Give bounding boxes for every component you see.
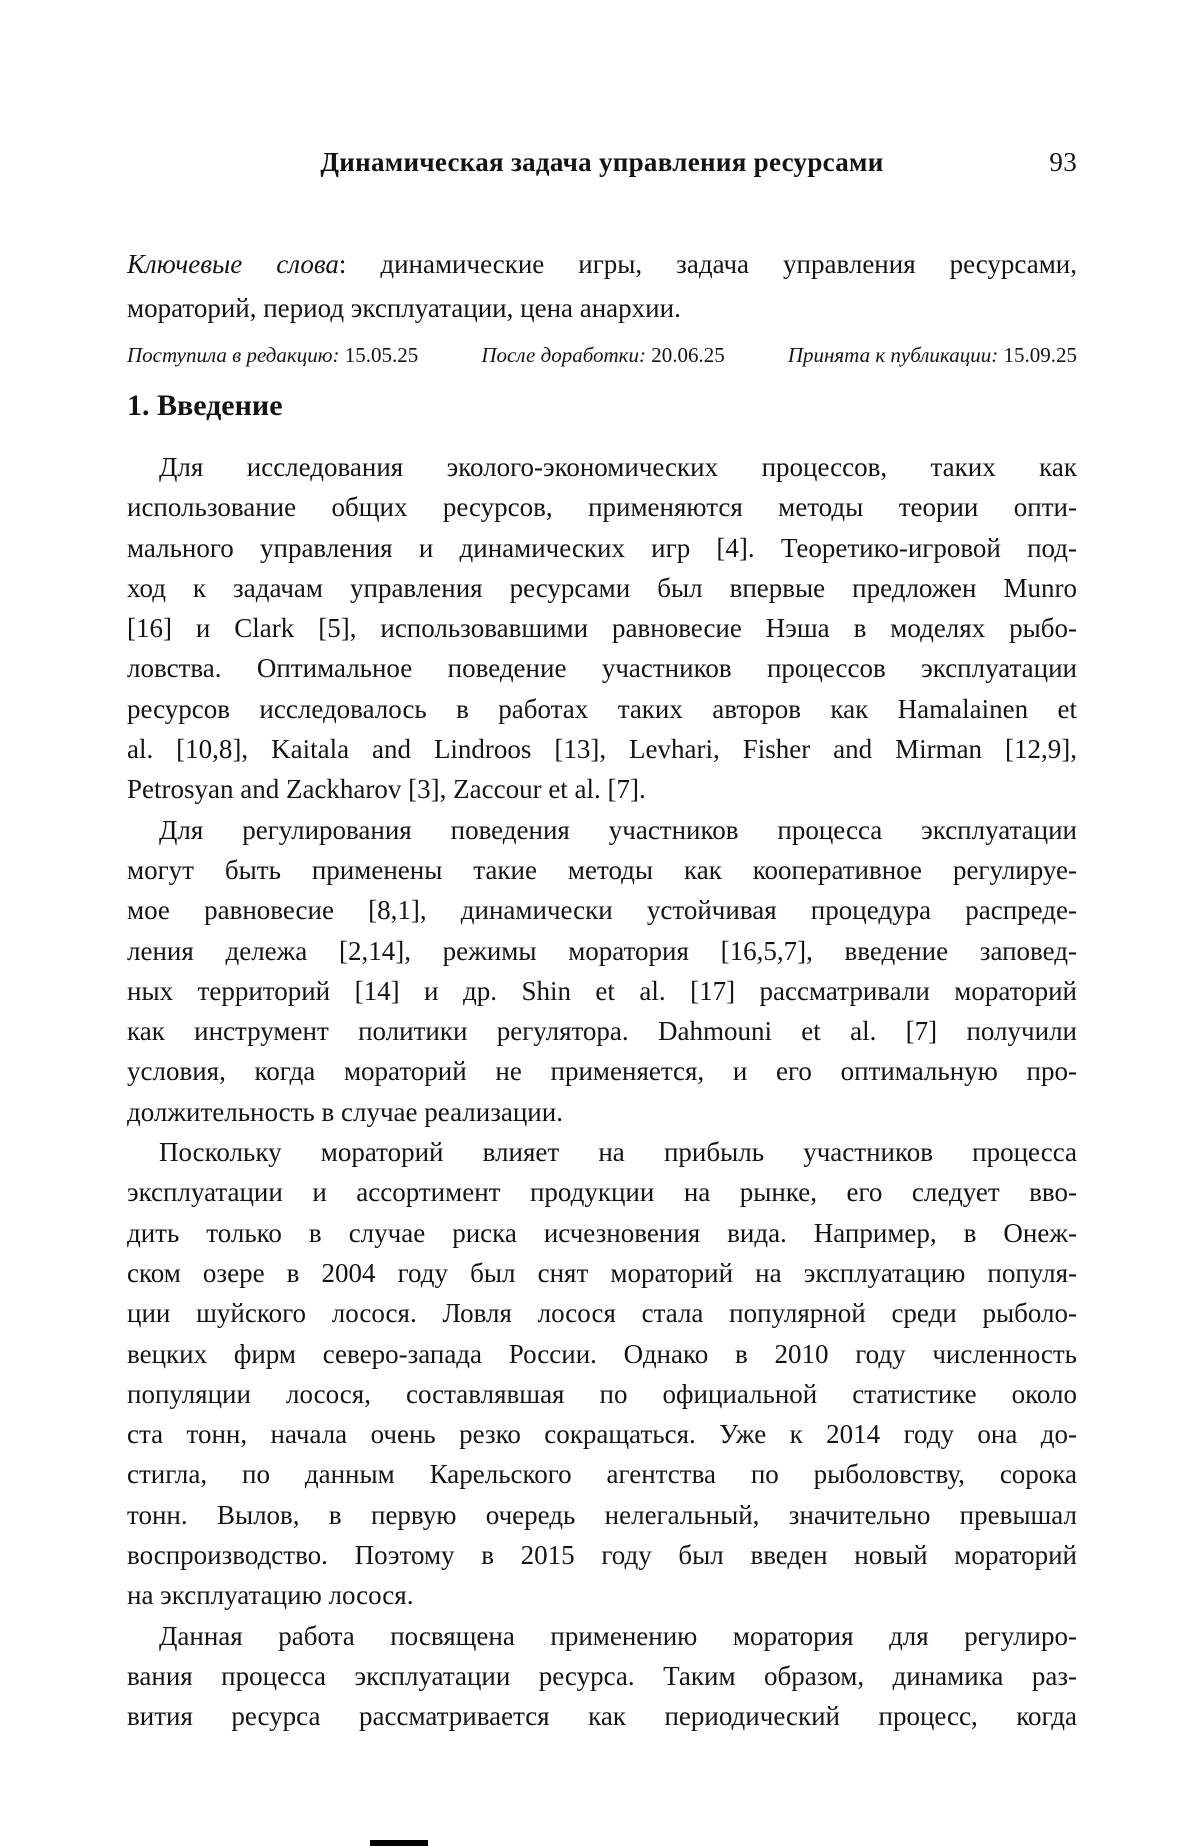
submission-history (127, 342, 1077, 368)
text-line: ных территорий [14] и др. Shin et al. [17] рассматривали мораторий (127, 975, 1077, 1006)
scan-artifact (370, 1840, 428, 1846)
history-item (788, 342, 1077, 368)
text-line: могут быть применены такие методы как кооперативное регулируе- (127, 854, 1077, 885)
text-line: Petrosyan and Zackharov [3], Zaccour et al. [7]. (127, 774, 646, 805)
text-line: ловства. Оптимальное поведение участников процессов эксплуатации (127, 653, 1077, 684)
running-head-title: Динамическая задача управления ресурсами (320, 147, 884, 177)
history-item (127, 342, 418, 368)
text-line: популяции лосося, составлявшая по официальной статистике около (127, 1378, 1077, 1409)
paragraph (127, 1616, 1077, 1737)
text-line: на эксплуатацию лосося. (127, 1580, 414, 1611)
paragraph (127, 810, 1077, 1132)
text-line: ском озере в 2004 году был снят мораторий на эксплуатацию популя- (127, 1257, 1077, 1288)
document-page (127, 0, 1077, 1737)
text-line: тонн. Вылов, в первую очередь нелегальный, значительно превышал (127, 1499, 1077, 1530)
keywords-block (127, 242, 1077, 330)
text-line: вецких фирм северо-запада России. Однако в 2010 году численность (127, 1338, 1077, 1369)
text-line: ции шуйского лосося. Ловля лосося стала популярной среди рыболо- (127, 1298, 1077, 1329)
text-line: [16] и Clark [5], использовавшими равновесие Нэша в моделях рыбо- (127, 613, 1077, 644)
history-date: 15.09.25 (998, 343, 1077, 367)
text-line: мое равновесие [8,1], динамически устойчивая процедура распреде- (127, 895, 1077, 926)
history-item (481, 342, 724, 368)
history-date: 20.06.25 (646, 343, 725, 367)
text-line: вития ресурса рассматривается как периодический процесс, когда (127, 1701, 1077, 1732)
text-line: Для регулирования поведения участников процесса эксплуатации (159, 814, 1077, 845)
article-body (127, 447, 1077, 1737)
text-line: стигла, по данным Карельского агентства по рыболовству, сорока (127, 1459, 1077, 1490)
text-line: мального управления и динамических игр [4]. Теоретико-игровой под- (127, 532, 1077, 563)
text-line: Поскольку мораторий влияет на прибыль участников процесса (159, 1137, 1077, 1168)
text-line: al. [10,8], Kaitala and Lindroos [13], Levhari, Fisher and Mirman [12,9], (127, 734, 1077, 765)
text-line: должительность в случае реализации. (127, 1096, 563, 1127)
history-label: После доработки: (481, 343, 646, 367)
text-line: воспроизводство. Поэтому в 2015 году был введен новый мораторий (127, 1540, 1077, 1571)
text-line: ресурсов исследовалось в работах таких авторов как Hamalainen et (127, 693, 1077, 724)
section-heading: 1. Введение (127, 389, 283, 422)
paragraph (127, 1132, 1077, 1616)
running-head (127, 148, 1077, 176)
keywords-line-1 (127, 242, 1077, 286)
text-line: вания процесса эксплуатации ресурса. Таким образом, динамика раз- (127, 1660, 1077, 1691)
paragraph (127, 447, 1077, 810)
history-date: 15.05.25 (339, 343, 419, 367)
text-line: условия, когда мораторий не применяется, и его оптимальную про- (127, 1056, 1077, 1087)
text-line: дить только в случае риска исчезновения вида. Например, в Онеж- (127, 1217, 1077, 1248)
keywords-line-2: мораторий, период эксплуатации, цена анархии. (127, 293, 681, 323)
text-line: эксплуатации и ассортимент продукции на рынке, его следует вво- (127, 1177, 1077, 1208)
text-line: ста тонн, начала очень резко сокращаться. Уже к 2014 году она до- (127, 1419, 1077, 1450)
history-label: Принята к публикации: (787, 343, 999, 367)
text-line: ления дележа [2,14], режимы моратория [16,5,7], введение заповед- (127, 935, 1077, 966)
text-line: как инструмент политики регулятора. Dahmouni et al. [7] получили (127, 1016, 1077, 1047)
text-line: использование общих ресурсов, применяются методы теории опти- (127, 492, 1077, 523)
text-line: Данная работа посвящена применению моратория для регулиро- (159, 1620, 1077, 1651)
text-line: ход к задачам управления ресурсами был впервые предложен Munro (127, 572, 1077, 603)
keywords-label: Ключевые слова (127, 249, 339, 279)
keywords-text: : динамические игры, задача управления ресурсами, (338, 249, 1077, 279)
text-line: Для исследования эколого-экономических процессов, таких как (159, 452, 1077, 482)
page-number: 93 (1049, 147, 1077, 177)
history-label: Поступила в редакцию: (127, 343, 340, 367)
